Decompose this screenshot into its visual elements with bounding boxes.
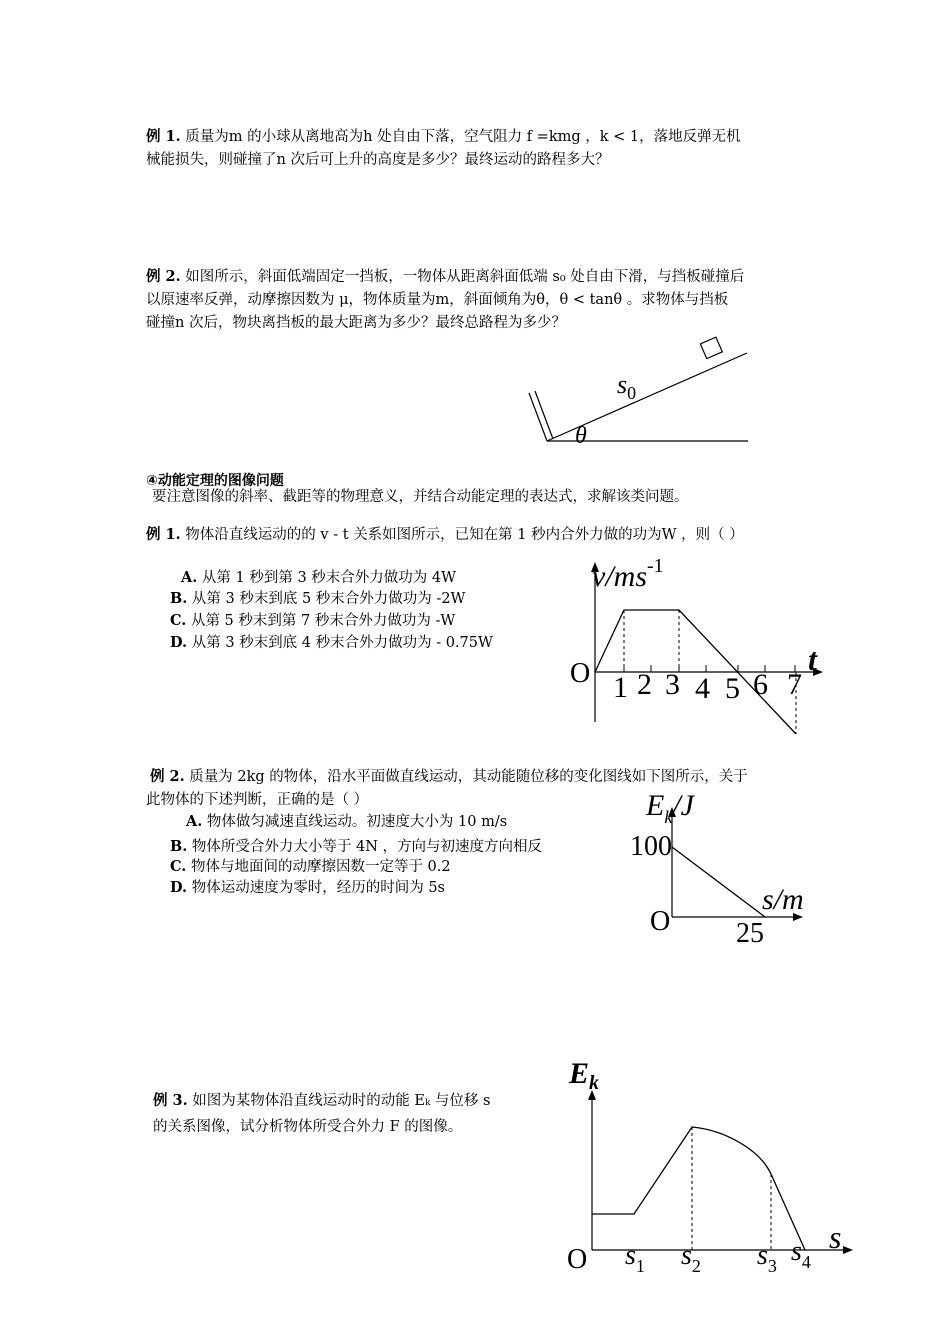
svg-text:2: 2 (637, 668, 652, 701)
x-tick-labels (613, 668, 802, 705)
example-label: 例 3. (153, 1092, 188, 1109)
ek-s-curve-graph (565, 1050, 855, 1280)
example-label: 例 2. (146, 268, 181, 285)
svg-text:s1: $s_1$ (625, 1240, 645, 1276)
x-tick-labels (625, 1236, 811, 1276)
answer-option-d[interactable]: D. 从第 3 秒末到底 4 秒末合外力做功为 - 0.75W (170, 634, 493, 651)
svg-text:4: 4 (695, 672, 710, 705)
svg-text:s3: $s_3$ (757, 1240, 777, 1276)
problem-text-line: 以原速率反弹，动摩擦因数为 μ，物体质量为m，斜面倾角为θ，θ < tanθ 。求物体与挡板 (146, 292, 729, 308)
x-axis-label: s/m (762, 883, 804, 916)
svg-text:3: 3 (665, 668, 680, 701)
answer-option-d[interactable]: D. 物体运动速度为零时，经历的时间为 5s (170, 879, 445, 896)
x-tick-25: 25 (736, 918, 764, 949)
energy-line (672, 847, 765, 917)
problem-text-line: 如图所示，斜面低端固定一挡板，一物体从距离斜面低端 s₀ 处自由下滑，与挡板碰撞后 (185, 269, 745, 285)
answer-option-b[interactable]: B. 物体所受合外力大小等于 4N ，方向与初速度方向相反 (170, 838, 543, 855)
answer-option-a[interactable]: A. 从第 1 秒到第 3 秒末合外力做功为 4W (181, 569, 457, 586)
example-label: 例 2. (150, 768, 185, 785)
svg-text:s2: $s_2$ (681, 1240, 701, 1276)
section-intro: 要注意图像的斜率、截距等的物理意义，并结合动能定理的表达式，求解该类问题。 (152, 489, 689, 505)
vt-graph (565, 552, 825, 737)
ek-s-graph (630, 785, 830, 949)
svg-text:1: 1 (613, 671, 628, 704)
problem-text-line: 质量为 2kg 的物体，沿水平面做直线运动，其动能随位移的变化图线如下图所示，关于 (189, 769, 748, 785)
example-1-falling-ball (146, 125, 826, 172)
theta-label: θ (575, 423, 587, 449)
answer-option-b[interactable]: B. 从第 3 秒末到底 5 秒末合外力做功为 -2W (170, 590, 466, 607)
problem-text-line: 质量为m 的小球从离地高为h 处自由下落，空气阻力 f =kmg ，k < 1，落地反弹无机 (185, 129, 741, 145)
problem-text-line: 碰撞n 次后，物块离挡板的最大距离为多少？最终总路程为多少？ (146, 315, 566, 331)
answer-option-c[interactable]: C. 物体与地面间的动摩擦因数一定等于 0.2 (170, 858, 451, 875)
y-tick-100: 100 (630, 831, 672, 862)
x-axis-label: t (808, 641, 817, 677)
x-axis-label: s (829, 1219, 842, 1255)
block (700, 337, 722, 358)
s0-label: $s_0$ (617, 370, 637, 403)
incline-figure (525, 345, 755, 449)
example-3-ek-f (153, 1088, 573, 1140)
origin-label: O (567, 1244, 588, 1275)
svg-text:5: 5 (725, 672, 740, 705)
y-axis-label: $v/ms^{-1}$ (592, 555, 664, 593)
problem-text-line: 物体沿直线运动的的 v - t 关系如图所示，已知在第 1 秒内合外力做的功为W ，则（ ） (185, 527, 744, 543)
example-label: 例 1. (146, 128, 181, 145)
svg-text:7: 7 (787, 668, 802, 701)
energy-curve (592, 1127, 805, 1250)
example-2-incline (146, 265, 826, 335)
y-axis-label: $E_k$ (569, 1057, 600, 1094)
example-label: 例 1. (146, 526, 181, 543)
y-axis-label: $E_k/J$ (646, 789, 694, 827)
answer-option-c[interactable]: C. 从第 5 秒末到第 7 秒末合外力做功为 -W (170, 612, 456, 629)
svg-text:s4: $s_4$ (791, 1236, 811, 1272)
x-axis-arrow (843, 1246, 853, 1254)
problem-text-line: 械能损失，则碰撞了n 次后可上升的高度是多少？最终运动的路程多大？ (146, 152, 610, 168)
section-title: ④动能定理的图像问题 (146, 473, 284, 489)
svg-text:6: 6 (753, 668, 768, 701)
origin-label: O (650, 906, 671, 937)
problem-text-line: 如图为某物体沿直线运动时的动能 Eₖ 与位移 s (192, 1093, 491, 1109)
answer-option-a[interactable]: A. 物体做匀减速直线运动。初速度大小为 10 m/s (186, 813, 508, 830)
problem-text-line: 此物体的下述判断，正确的是（ ） (146, 792, 369, 808)
problem-text-line: 的关系图像，试分析物体所受合外力 F 的图像。 (153, 1119, 463, 1135)
origin-label: O (570, 658, 591, 689)
example-vt-graph (146, 523, 826, 547)
